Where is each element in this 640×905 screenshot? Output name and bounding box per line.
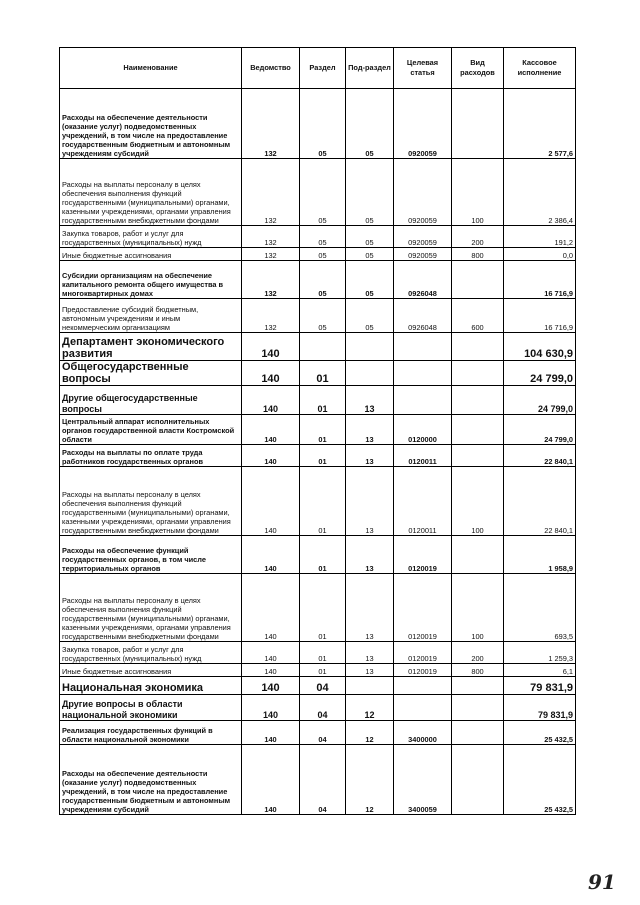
cell-amount: 24 799,0 (504, 386, 576, 415)
cell-section: 01 (300, 415, 346, 445)
cell-name: Национальная экономика (60, 677, 242, 695)
cell-section: 01 (300, 536, 346, 574)
cell-dept: 140 (242, 415, 300, 445)
cell-target: 0120011 (394, 467, 452, 536)
cell-dept: 140 (242, 333, 300, 361)
cell-section: 01 (300, 445, 346, 467)
cell-subsection: 13 (346, 445, 394, 467)
cell-expense: 200 (452, 226, 504, 248)
header-dept: Ведомство (242, 48, 300, 89)
cell-section: 01 (300, 574, 346, 642)
cell-amount: 25 432,5 (504, 721, 576, 745)
cell-target: 0120019 (394, 536, 452, 574)
cell-subsection: 05 (346, 261, 394, 299)
cell-amount: 104 630,9 (504, 333, 576, 361)
table-row (60, 695, 576, 721)
cell-name: Реализация государственных функций в области национальной экономики (60, 721, 242, 745)
cell-section: 01 (300, 467, 346, 536)
header-subsection: Под-раздел (346, 48, 394, 89)
cell-subsection: 05 (346, 159, 394, 226)
cell-dept: 140 (242, 721, 300, 745)
table-row (60, 664, 576, 677)
cell-target: 3400059 (394, 745, 452, 815)
cell-subsection: 05 (346, 299, 394, 333)
cell-name: Субсидии организациям на обеспечение капитального ремонта общего имущества в многоквартирных домах (60, 261, 242, 299)
cell-section: 04 (300, 721, 346, 745)
header-name: Наименование (60, 48, 242, 89)
cell-section: 05 (300, 299, 346, 333)
table-row (60, 248, 576, 261)
cell-subsection: 13 (346, 642, 394, 664)
cell-target: 0926048 (394, 299, 452, 333)
cell-amount: 22 840,1 (504, 445, 576, 467)
cell-subsection (346, 677, 394, 695)
cell-subsection: 13 (346, 467, 394, 536)
cell-expense (452, 536, 504, 574)
cell-subsection: 13 (346, 386, 394, 415)
cell-expense: 200 (452, 642, 504, 664)
cell-amount: 0,0 (504, 248, 576, 261)
cell-amount: 1 958,9 (504, 536, 576, 574)
page-number: 91 (588, 870, 616, 894)
cell-target (394, 361, 452, 386)
cell-section: 05 (300, 159, 346, 226)
cell-amount: 25 432,5 (504, 745, 576, 815)
cell-dept: 132 (242, 248, 300, 261)
cell-amount: 24 799,0 (504, 415, 576, 445)
table-row (60, 677, 576, 695)
header-target: Целевая статья (394, 48, 452, 89)
cell-amount: 16 716,9 (504, 261, 576, 299)
cell-dept: 140 (242, 695, 300, 721)
cell-target: 0920059 (394, 159, 452, 226)
cell-section (300, 333, 346, 361)
cell-subsection: 12 (346, 721, 394, 745)
cell-name: Другие вопросы в области национальной экономики (60, 695, 242, 721)
cell-name: Расходы на обеспечение деятельности (оказание услуг) подведомственных учреждений, в том числе на предоставление государственным бюджетным и автономным учреждениям субсидий (60, 745, 242, 815)
cell-section: 05 (300, 89, 346, 159)
cell-expense: 800 (452, 664, 504, 677)
cell-dept: 140 (242, 664, 300, 677)
cell-name: Иные бюджетные ассигнования (60, 664, 242, 677)
header-expense: Вид расходов (452, 48, 504, 89)
cell-name: Расходы на выплаты персоналу в целях обеспечения выполнения функций государственными (муниципальными) органами, казенными учреждениями, органами управления государственными внебюджетными фондами (60, 467, 242, 536)
cell-dept: 132 (242, 89, 300, 159)
cell-name: Общегосударственные вопросы (60, 361, 242, 386)
table-row (60, 89, 576, 159)
cell-subsection: 13 (346, 415, 394, 445)
table-row (60, 333, 576, 361)
cell-section: 04 (300, 745, 346, 815)
table-row (60, 721, 576, 745)
cell-subsection: 12 (346, 695, 394, 721)
cell-dept: 132 (242, 159, 300, 226)
cell-target: 0926048 (394, 261, 452, 299)
table-row (60, 299, 576, 333)
cell-expense (452, 445, 504, 467)
cell-target: 0120011 (394, 445, 452, 467)
cell-section: 05 (300, 226, 346, 248)
table-row (60, 745, 576, 815)
cell-expense (452, 677, 504, 695)
cell-section: 05 (300, 248, 346, 261)
cell-dept: 132 (242, 261, 300, 299)
cell-name: Расходы на выплаты по оплате труда работников государственных органов (60, 445, 242, 467)
cell-target: 0920059 (394, 248, 452, 261)
cell-dept: 140 (242, 536, 300, 574)
header-section: Раздел (300, 48, 346, 89)
cell-target (394, 386, 452, 415)
cell-amount: 6,1 (504, 664, 576, 677)
cell-dept: 140 (242, 445, 300, 467)
cell-dept: 140 (242, 361, 300, 386)
table-row (60, 261, 576, 299)
cell-name: Расходы на выплаты персоналу в целях обеспечения выполнения функций государственными (муниципальными) органами, казенными учреждениями, органами управления государственными внебюджетными фондами (60, 159, 242, 226)
cell-name: Расходы на выплаты персоналу в целях обеспечения выполнения функций государственными (муниципальными) органами, казенными учреждениями, органами управления государственными внебюджетными фондами (60, 574, 242, 642)
cell-amount: 16 716,9 (504, 299, 576, 333)
cell-amount: 693,5 (504, 574, 576, 642)
cell-dept: 140 (242, 574, 300, 642)
cell-section: 01 (300, 386, 346, 415)
table-row (60, 226, 576, 248)
cell-section: 01 (300, 642, 346, 664)
cell-amount: 1 259,3 (504, 642, 576, 664)
cell-name: Закупка товаров, работ и услуг для государственных (муниципальных) нужд (60, 642, 242, 664)
cell-amount: 79 831,9 (504, 695, 576, 721)
cell-expense (452, 89, 504, 159)
cell-target: 0920059 (394, 226, 452, 248)
cell-expense: 600 (452, 299, 504, 333)
cell-amount: 24 799,0 (504, 361, 576, 386)
cell-section: 04 (300, 677, 346, 695)
cell-expense: 800 (452, 248, 504, 261)
cell-target: 0120019 (394, 574, 452, 642)
cell-amount: 191,2 (504, 226, 576, 248)
cell-expense (452, 745, 504, 815)
table-row (60, 536, 576, 574)
table-row (60, 467, 576, 536)
table-row (60, 445, 576, 467)
cell-subsection: 13 (346, 664, 394, 677)
cell-target (394, 333, 452, 361)
cell-amount: 22 840,1 (504, 467, 576, 536)
cell-target (394, 677, 452, 695)
cell-name: Расходы на обеспечение функций государственных органов, в том числе территориальных органов (60, 536, 242, 574)
cell-expense (452, 333, 504, 361)
cell-expense (452, 386, 504, 415)
cell-expense (452, 361, 504, 386)
cell-name: Закупка товаров, работ и услуг для государственных (муниципальных) нужд (60, 226, 242, 248)
cell-target: 0120019 (394, 642, 452, 664)
cell-amount: 79 831,9 (504, 677, 576, 695)
cell-target: 0120000 (394, 415, 452, 445)
cell-name: Центральный аппарат исполнительных органов государственной власти Костромской области (60, 415, 242, 445)
cell-subsection (346, 333, 394, 361)
table-row (60, 642, 576, 664)
cell-dept: 132 (242, 226, 300, 248)
cell-target: 3400000 (394, 721, 452, 745)
cell-dept: 140 (242, 677, 300, 695)
table-row (60, 386, 576, 415)
cell-target (394, 695, 452, 721)
cell-expense (452, 721, 504, 745)
cell-name: Расходы на обеспечение деятельности (оказание услуг) подведомственных учреждений, в том числе на предоставление государственным бюджетным и автономным учреждениям субсидий (60, 89, 242, 159)
cell-expense (452, 695, 504, 721)
cell-expense (452, 261, 504, 299)
cell-expense: 100 (452, 159, 504, 226)
cell-expense: 100 (452, 574, 504, 642)
cell-subsection: 13 (346, 536, 394, 574)
cell-expense: 100 (452, 467, 504, 536)
cell-section: 01 (300, 361, 346, 386)
cell-section: 01 (300, 664, 346, 677)
table-row (60, 361, 576, 386)
cell-section: 04 (300, 695, 346, 721)
cell-name: Предоставление субсидий бюджетным, автономным учреждениям и иным некоммерческим организациям (60, 299, 242, 333)
cell-dept: 140 (242, 386, 300, 415)
cell-amount: 2 386,4 (504, 159, 576, 226)
cell-dept: 132 (242, 299, 300, 333)
budget-table (59, 47, 576, 815)
header-cash: Кассовое исполнение (504, 48, 576, 89)
cell-dept: 140 (242, 642, 300, 664)
cell-subsection: 12 (346, 745, 394, 815)
table-header-row (60, 48, 576, 89)
cell-amount: 2 577,6 (504, 89, 576, 159)
cell-subsection: 05 (346, 248, 394, 261)
cell-subsection: 05 (346, 89, 394, 159)
cell-subsection: 13 (346, 574, 394, 642)
cell-name: Другие общегосударственные вопросы (60, 386, 242, 415)
cell-target: 0120019 (394, 664, 452, 677)
table-row (60, 159, 576, 226)
cell-dept: 140 (242, 745, 300, 815)
cell-name: Департамент экономического развития (60, 333, 242, 361)
cell-dept: 140 (242, 467, 300, 536)
cell-subsection (346, 361, 394, 386)
cell-subsection: 05 (346, 226, 394, 248)
cell-section: 05 (300, 261, 346, 299)
table-row (60, 574, 576, 642)
cell-name: Иные бюджетные ассигнования (60, 248, 242, 261)
table-row (60, 415, 576, 445)
cell-expense (452, 415, 504, 445)
cell-target: 0920059 (394, 89, 452, 159)
